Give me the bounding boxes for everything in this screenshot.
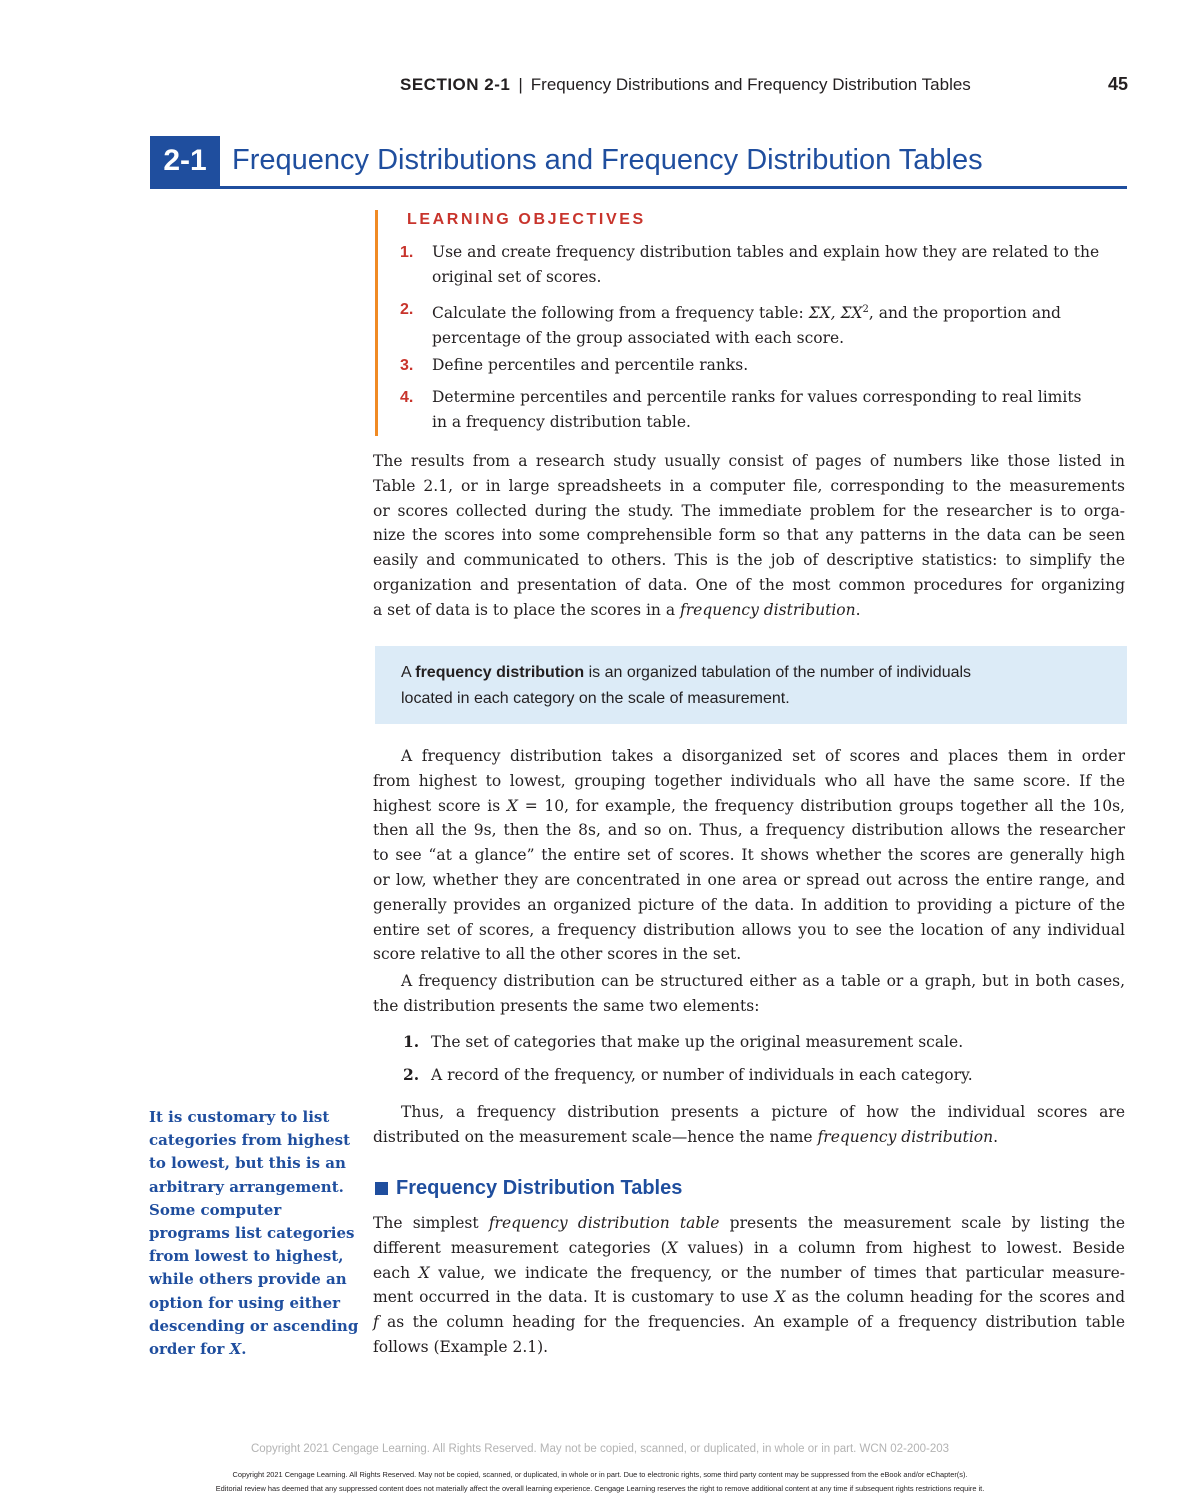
objective-item bbox=[400, 353, 1126, 378]
paragraph-line bbox=[373, 1310, 1125, 1335]
list-item bbox=[403, 1063, 1123, 1087]
paragraph-text: each bbox=[373, 1263, 419, 1282]
footer-fine-print: Editorial review has deemed that any suppressed content does not materially affect the overall learning experience. Cengage Learning reserves the right to remove additional content at any time if subsequent rights restrictions require it. bbox=[215, 1484, 985, 1493]
paragraph-line bbox=[373, 1261, 1125, 1286]
paragraph-text: . bbox=[993, 1127, 999, 1146]
square-bullet-icon bbox=[375, 1182, 388, 1195]
margin-note bbox=[149, 1106, 359, 1361]
paragraph-line bbox=[373, 1285, 1125, 1310]
subheading bbox=[375, 1177, 682, 1200]
definition-line bbox=[401, 660, 1113, 686]
paragraph-thus bbox=[373, 1100, 1125, 1150]
running-header-separator: | bbox=[518, 75, 523, 94]
objective-item bbox=[400, 385, 1126, 435]
objective-text bbox=[432, 353, 1126, 378]
sum-notation: ΣX, ΣX bbox=[808, 304, 863, 323]
subheading-text: Frequency Distribution Tables bbox=[396, 1177, 683, 1199]
margin-note-line: to lowest, but this is an bbox=[149, 1154, 346, 1173]
paragraph-text: ment occurred in the data. It is customary to use bbox=[373, 1288, 775, 1307]
paragraph-text: value, we indicate the frequency, or the number of times that particular measure- bbox=[429, 1263, 1125, 1282]
objective-text bbox=[432, 297, 1126, 351]
paragraph-line bbox=[373, 598, 1125, 623]
paragraph-line: the distribution presents the same two elements: bbox=[373, 996, 760, 1015]
footer-copyright: Copyright 2021 Cengage Learning. All Rights Reserved. May not be copied, scanned, or duplicated, in whole or in part. WCN 02-200-203 bbox=[250, 1443, 950, 1455]
running-header bbox=[400, 74, 1128, 95]
margin-note-line: option for using either bbox=[149, 1293, 341, 1312]
paragraph-line: Table 2.1, or in large spreadsheets in a computer file, corresponding to the measurements bbox=[373, 476, 1125, 495]
margin-note-line: from lowest to highest, bbox=[149, 1247, 344, 1266]
paragraph-line: or low, whether they are concentrated in one area or spread out across the entire range, and bbox=[373, 870, 1125, 889]
paragraph-line bbox=[373, 794, 1125, 819]
objective-line-text: Calculate the following from a frequency table: bbox=[432, 304, 809, 323]
paragraph-text: as the column heading for the frequencies. An example of a frequency distribution table bbox=[378, 1313, 1125, 1332]
superscript: 2 bbox=[862, 304, 869, 315]
variable-x: X bbox=[418, 1263, 430, 1282]
paragraph-text: a set of data is to place the scores in a bbox=[373, 600, 681, 619]
paragraph-text: = 10, for example, the frequency distribution groups together all the 10s, bbox=[517, 796, 1125, 815]
variable-x: X bbox=[666, 1238, 678, 1257]
paragraph-frequency-distribution bbox=[373, 744, 1125, 967]
italic-term: frequency distribution table bbox=[488, 1214, 720, 1232]
paragraph-line: A frequency distribution can be structured either as a table or a graph, but in both cases, bbox=[401, 972, 1125, 990]
definition-text-part: A bbox=[401, 664, 416, 681]
paragraph-text: distributed on the measurement scale—hence the name bbox=[373, 1127, 818, 1146]
margin-note-line: while others provide an bbox=[149, 1270, 347, 1289]
paragraph-structure bbox=[373, 969, 1125, 1019]
definition-line: located in each category on the scale of measurement. bbox=[401, 689, 790, 707]
paragraph-line: nize the scores into some comprehensible form so that any patterns in the data can be seen bbox=[373, 526, 1125, 545]
list-number: 1. bbox=[403, 1032, 420, 1051]
paragraph-text: presents the measurement scale by listing the bbox=[719, 1214, 1125, 1232]
running-header-section-label: SECTION 2-1 bbox=[400, 75, 511, 94]
paragraph-text: . bbox=[855, 600, 861, 619]
paragraph-line: easily and communicated to others. This is the job of descriptive statistics: to simplify the bbox=[373, 551, 1125, 570]
list-text: The set of categories that make up the original measurement scale. bbox=[431, 1033, 964, 1051]
margin-note-text: . bbox=[241, 1340, 247, 1359]
objective-text bbox=[432, 240, 1126, 290]
paragraph-line: to see “at a glance” the entire set of scores. It shows whether the scores are generally high bbox=[373, 846, 1125, 865]
variable-x: X bbox=[774, 1288, 786, 1307]
paragraph-line bbox=[373, 1236, 1125, 1261]
objective-item bbox=[400, 297, 1126, 351]
paragraph-text: highest score is bbox=[373, 796, 507, 815]
paragraph-line: from highest to lowest, grouping together individuals who all have the same score. If the bbox=[373, 771, 1125, 790]
margin-note-line: categories from highest bbox=[149, 1131, 350, 1150]
paragraph-line: entire set of scores, a frequency distribution allows you to see the location of any individual bbox=[373, 920, 1125, 939]
objective-line: Define percentiles and percentile ranks. bbox=[432, 356, 749, 374]
paragraph-line: Thus, a frequency distribution presents a picture of how the individual scores are bbox=[401, 1103, 1125, 1121]
variable-f: f bbox=[373, 1313, 379, 1332]
paragraph-line: organization and presentation of data. One of the most common procedures for organizing bbox=[373, 575, 1125, 594]
paragraph-line bbox=[373, 1125, 1125, 1150]
paragraph-line: follows (Example 2.1). bbox=[373, 1337, 549, 1356]
paragraph-text: as the column heading for the scores and bbox=[785, 1288, 1125, 1307]
objective-line: original set of scores. bbox=[432, 268, 602, 286]
definition-text-part: is an organized tabulation of the number of individuals bbox=[584, 664, 972, 681]
paragraph-text: The simplest bbox=[373, 1214, 489, 1232]
list-item bbox=[403, 1030, 1123, 1054]
section-title: Frequency Distributions and Frequency Distribution Tables bbox=[232, 144, 983, 176]
definition-box bbox=[375, 646, 1127, 724]
objective-item bbox=[400, 240, 1126, 290]
paragraph-line: A frequency distribution takes a disorganized set of scores and places them in order bbox=[401, 747, 1125, 765]
paragraph-line bbox=[373, 1211, 1125, 1236]
running-header-title: Frequency Distributions and Frequency Distribution Tables bbox=[530, 75, 971, 94]
paragraph-line: The results from a research study usually consist of pages of numbers like those listed in bbox=[373, 452, 1125, 470]
learning-objectives bbox=[375, 210, 1130, 436]
margin-note-line: It is customary to list bbox=[149, 1108, 330, 1126]
margin-note-line: descending or ascending bbox=[149, 1316, 359, 1335]
objective-line: Use and create frequency distribution tables and explain how they are related to the bbox=[432, 243, 1100, 261]
list-text: A record of the frequency, or number of individuals in each category. bbox=[431, 1066, 973, 1084]
variable-x: X bbox=[229, 1340, 242, 1359]
definition-text bbox=[401, 660, 1113, 711]
paragraph-line: score relative to all the other scores in the set. bbox=[373, 945, 742, 964]
list-number: 2. bbox=[403, 1065, 420, 1084]
objective-line: percentage of the group associated with each score. bbox=[432, 329, 845, 348]
paragraph-line: then all the 9s, then the 8s, and so on. Thus, a frequency distribution allows the researcher bbox=[373, 821, 1125, 840]
paragraph-text: different measurement categories ( bbox=[373, 1238, 667, 1257]
paragraph-text: values) in a column from highest to lowest. Beside bbox=[677, 1238, 1125, 1257]
definition-term: frequency distribution bbox=[415, 664, 585, 681]
objective-line: in a frequency distribution table. bbox=[432, 413, 691, 431]
margin-note-line: programs list categories bbox=[149, 1224, 355, 1243]
objective-line bbox=[432, 297, 1126, 326]
italic-term: frequency distribution bbox=[817, 1127, 994, 1146]
margin-note-line: arbitrary arrangement. bbox=[149, 1177, 344, 1196]
italic-term: frequency distribution bbox=[680, 600, 856, 619]
paragraph-frequency-table bbox=[373, 1211, 1125, 1360]
objective-number: 1. bbox=[400, 244, 414, 261]
page-number: 45 bbox=[1107, 74, 1128, 94]
objective-number: 3. bbox=[400, 357, 414, 374]
intro-paragraph bbox=[373, 449, 1125, 623]
learning-objectives-heading: LEARNING OBJECTIVES bbox=[407, 211, 646, 228]
objective-text bbox=[432, 385, 1126, 435]
objective-line: Determine percentiles and percentile ranks for values corresponding to real limits bbox=[432, 388, 1082, 406]
margin-note-text: order for bbox=[149, 1340, 230, 1359]
footer-fine-print: Copyright 2021 Cengage Learning. All Rights Reserved. May not be copied, scanned, or duplicated, in whole or in part. Due to electronic rights, some third party content may be suppressed from the eBook and/or eChapter(s). bbox=[232, 1470, 968, 1479]
section-heading bbox=[150, 136, 1127, 189]
objective-line-text: , and the proportion and bbox=[868, 304, 1061, 323]
margin-note-line bbox=[149, 1338, 353, 1361]
section-number-badge: 2-1 bbox=[150, 136, 220, 186]
margin-note-line: Some computer bbox=[149, 1200, 282, 1219]
variable-x: X bbox=[506, 796, 518, 815]
paragraph-line: or scores collected during the study. The immediate problem for the researcher is to orga- bbox=[373, 501, 1125, 520]
paragraph-line: generally provides an organized picture of the data. In addition to providing a picture of the bbox=[373, 895, 1125, 914]
objective-number: 4. bbox=[400, 389, 414, 406]
objective-number: 2. bbox=[400, 301, 414, 318]
